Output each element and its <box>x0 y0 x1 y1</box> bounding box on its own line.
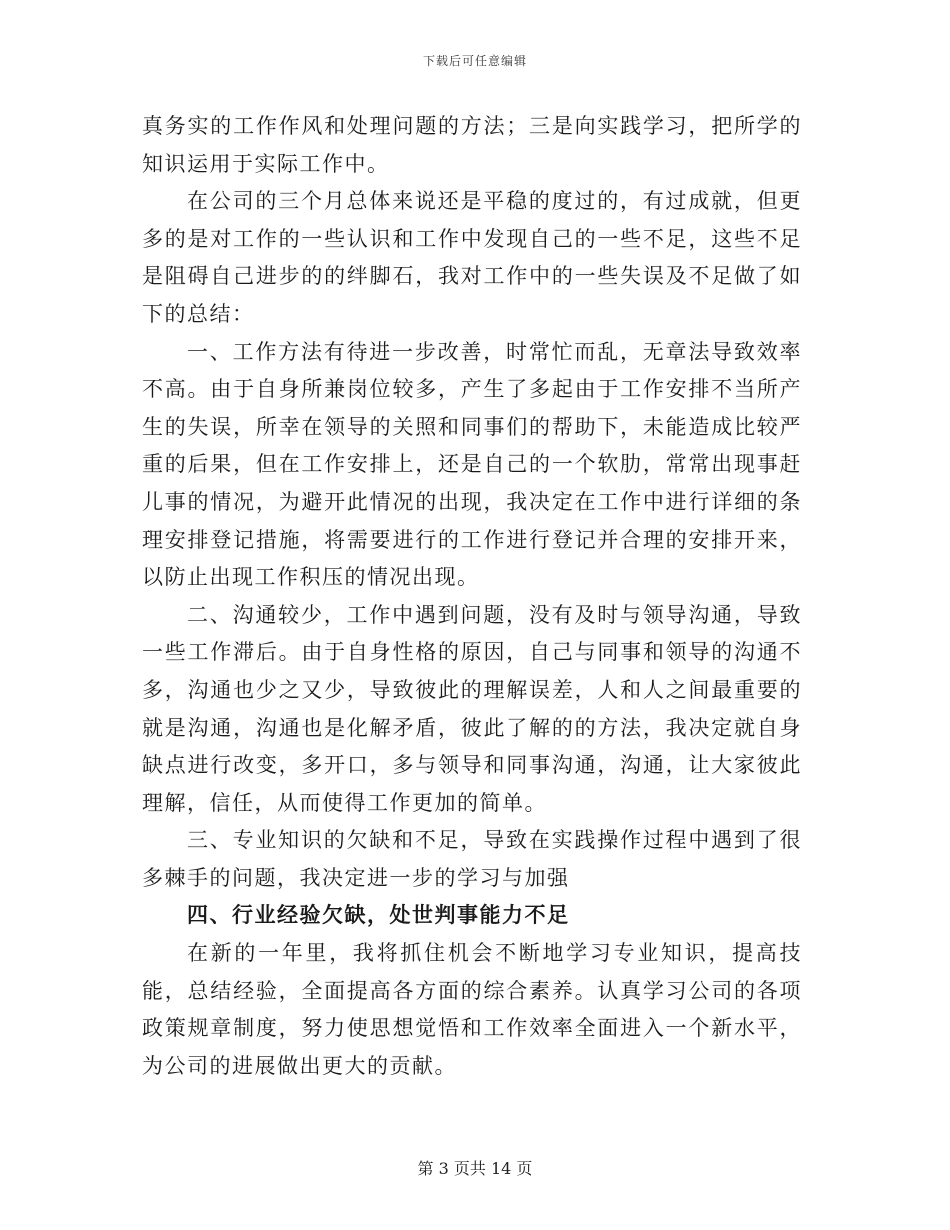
page-header: 下载后可任意编辑 <box>422 54 527 68</box>
document-body <box>142 108 802 1085</box>
paragraph-2: 在公司的三个月总体来说还是平稳的度过的，有过成就，但更多的是对工作的一些认识和工作中发现自己的一些不足，这些不足是阻碍自己进步的的绊脚石，我对工作中的一些失误及不足做了如下的总结： <box>142 189 802 326</box>
paragraph-3: 一、工作方法有待进一步改善，时常忙而乱，无章法导致效率不高。由于自身所兼岗位较多，产生了多起由于工作安排不当所产生的失误，所幸在领导的关照和同事们的帮助下，未能造成比较严重的后果，但在工作安排上，还是自己的一个软肋，常常出现事赶儿事的情况，为避开此情况的出现，我决定在工作中进行详细的条理安排登记措施，将需要进行的工作进行登记并合理的安排开来，以防止出现工作积压的情况出现。 <box>142 339 802 590</box>
paragraph-1: 真务实的工作作风和处理问题的方法；三是向实践学习，把所学的知识运用于实际工作中。 <box>142 114 802 176</box>
paragraph-7: 在新的一年里，我将抓住机会不断地学习专业知识，提高技能，总结经验，全面提高各方面的综合素养。认真学习公司的各项政策规章制度，努力使思想觉悟和工作效率全面进入一个新水平，为公司的进展做出更大的贡献。 <box>142 941 802 1078</box>
section-heading: 四、行业经验欠缺，处世判事能力不足 <box>187 903 570 928</box>
page-number: 第 3 页共 14 页 <box>417 1159 533 1178</box>
paragraph-5: 三、专业知识的欠缺和不足，导致在实践操作过程中遇到了很多棘手的问题，我决定进一步的学习与加强 <box>142 828 802 890</box>
paragraph-4: 二、沟通较少，工作中遇到问题，没有及时与领导沟通，导致一些工作滞后。由于自身性格的原因，自己与同事和领导的沟通不多，沟通也少之又少，导致彼此的理解误差，人和人之间最重要的就是沟通，沟通也是化解矛盾，彼此了解的的方法，我决定就自身缺点进行改变，多开口，多与领导和同事沟通，沟通，让大家彼此理解，信任，从而使得工作更加的简单。 <box>142 602 802 815</box>
